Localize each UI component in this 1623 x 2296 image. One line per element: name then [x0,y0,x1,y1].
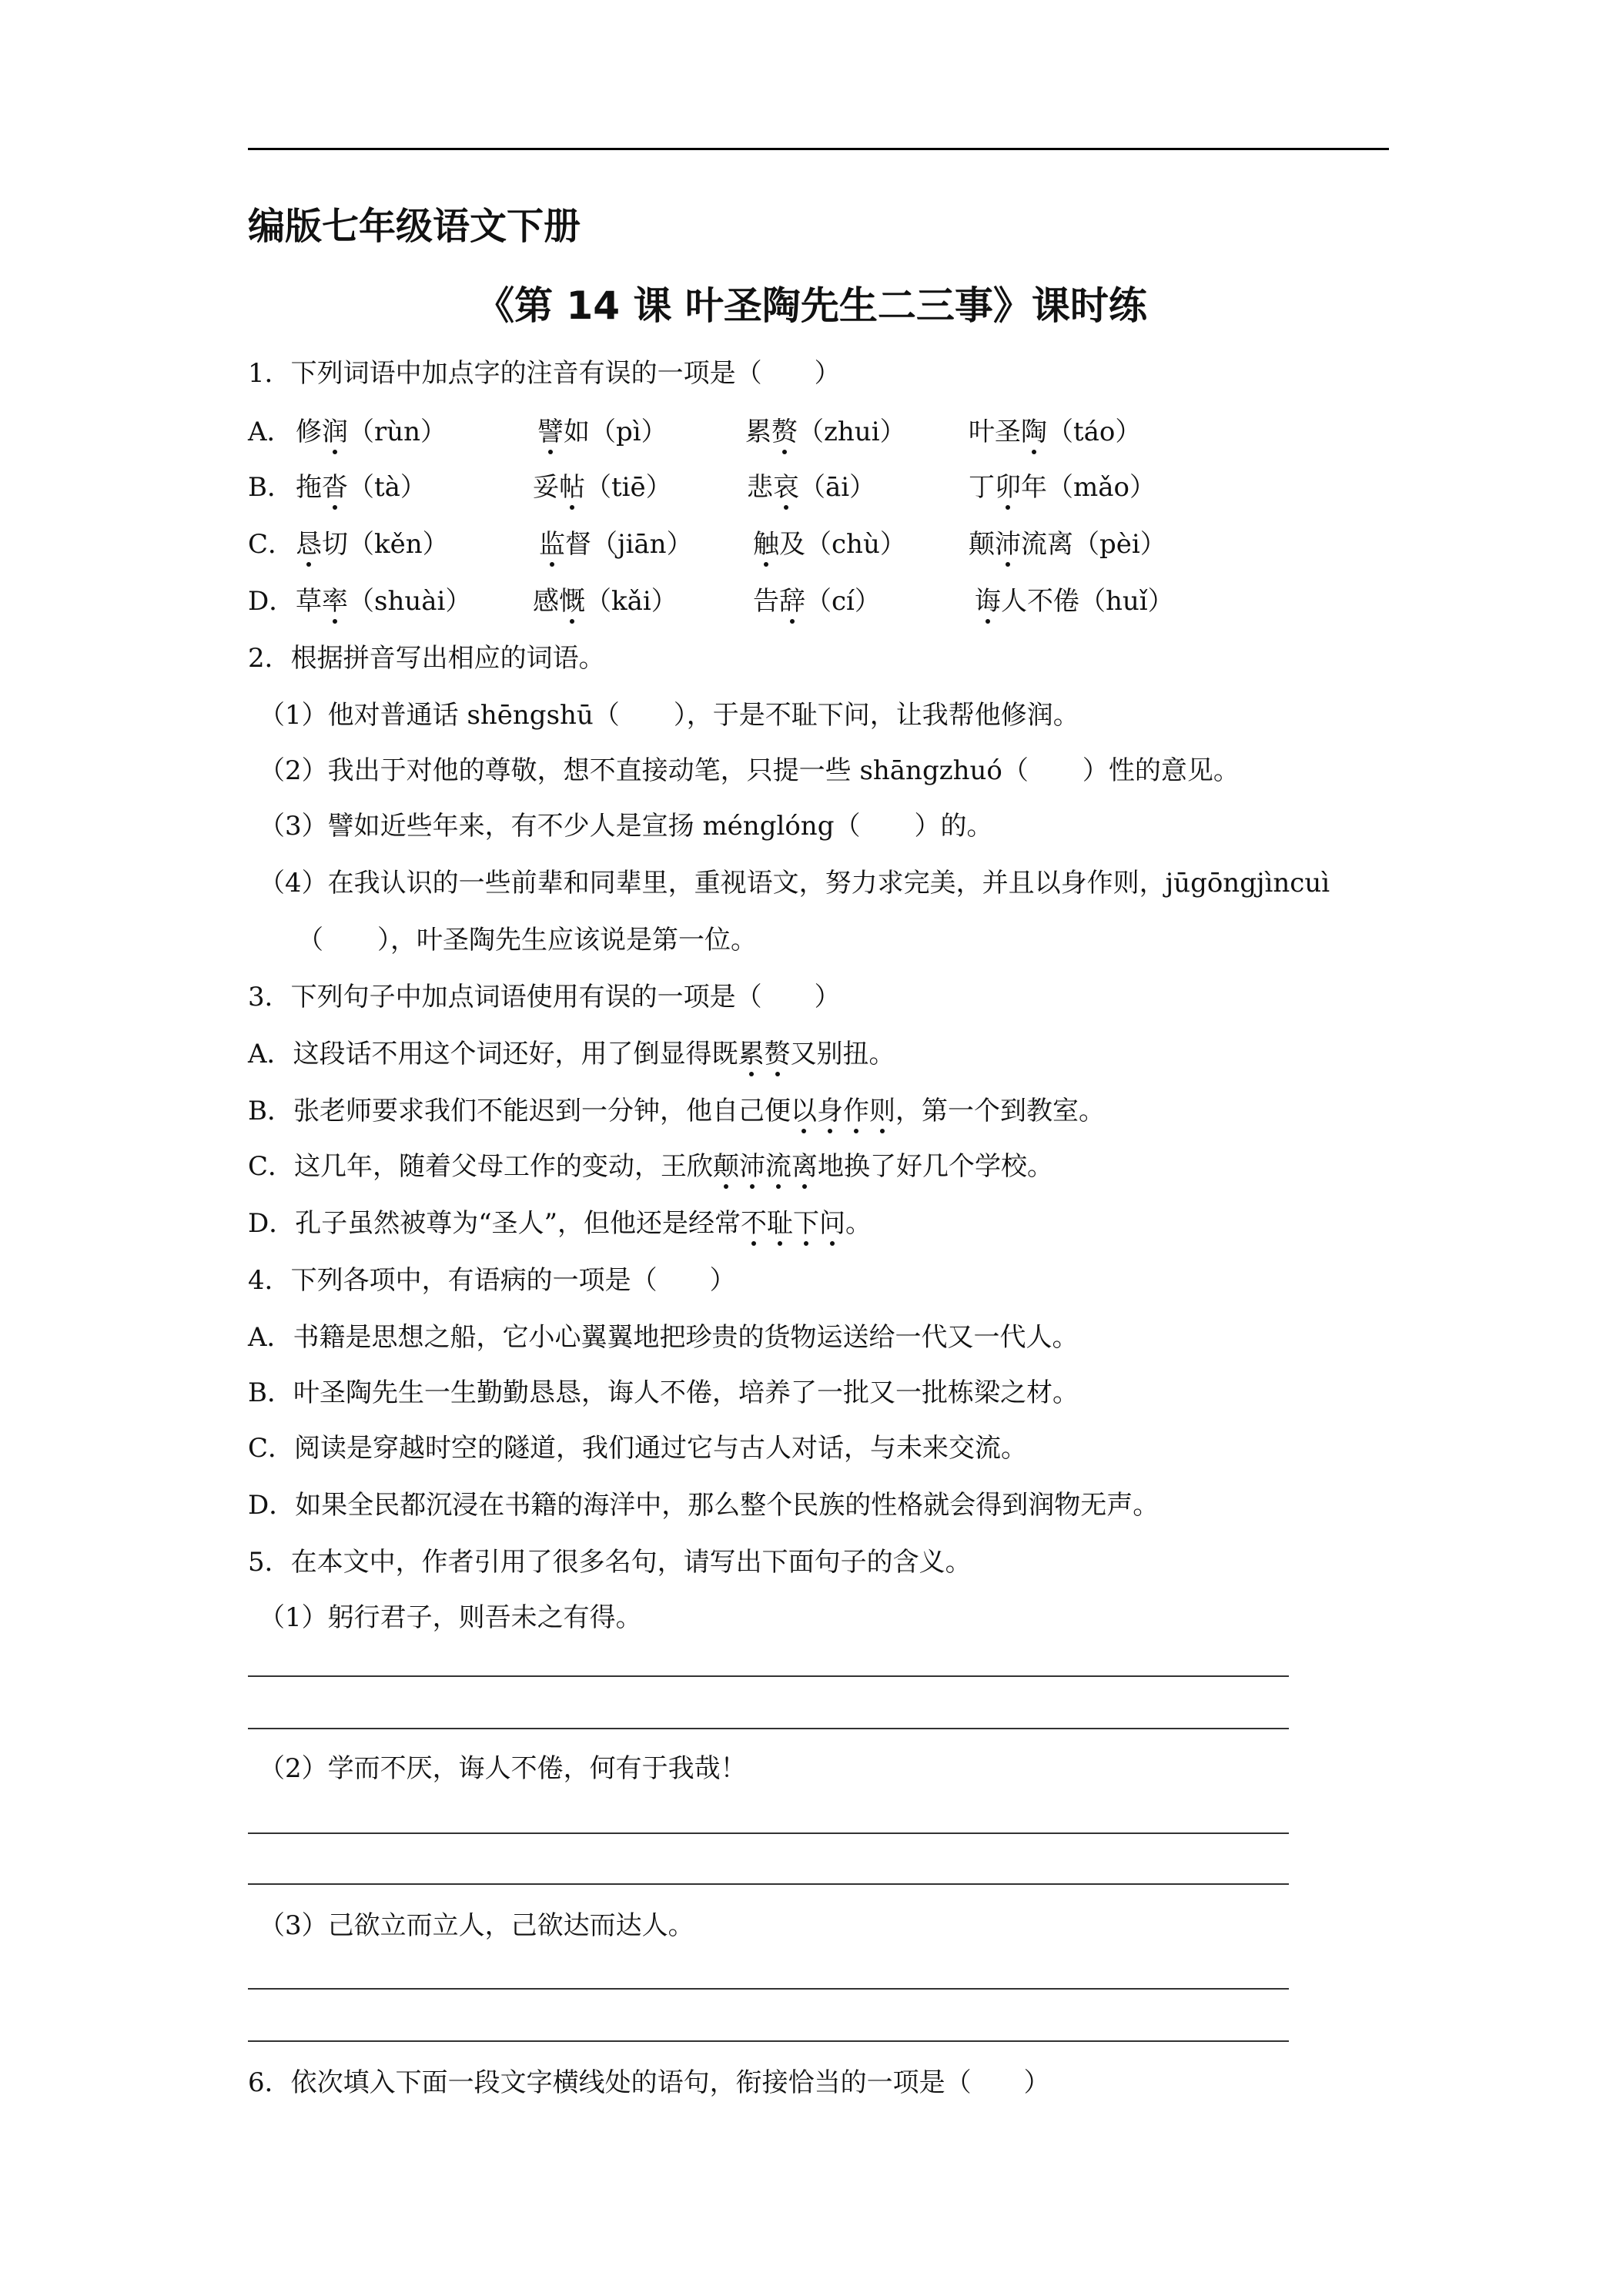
q1-stem: 1．下列词语中加点字的注音有误的一项是（ ） [248,358,841,389]
q2-sentence-3: （3）譬如近些年来，有不少人是宣扬 ménglóng（ ）的。 [259,811,993,842]
emphasized-term [741,1208,845,1239]
q1-a-item-4: 叶圣陶（táo） [969,413,1141,451]
q3-option-a: A．这段话不用这个词还好，用了倒显得既累赘又别扭。 [248,1035,895,1073]
q1-d-item-3: 告辞（cí） [753,582,881,621]
emphasized-term [713,1151,818,1182]
header-rule [248,148,1389,150]
q1-b-item-2: 妥帖（tiē） [533,468,672,507]
emphasized-term [738,1039,791,1069]
q1-a-item-3: 累赘（zhui） [745,413,906,451]
emphasis-char: 离 [791,1147,818,1186]
answer-line[interactable] [248,1988,1289,1990]
q5-sentence-1: （1）躬行君子，则吾未之有得。 [259,1602,642,1633]
q1-a-item-1: 修润（rùn） [296,413,447,451]
q4-option-c: C．阅读是穿越时空的隧道，我们通过它与古人对话，与未来交流。 [248,1433,1028,1464]
emphasis-char: 累 [738,1035,765,1073]
q3-stem: 3．下列句子中加点词语使用有误的一项是（ ） [248,982,841,1012]
emphasis-char: 耻 [767,1204,793,1243]
q1-c-item-3: 触及（chù） [753,525,906,564]
q1-c-item-2: 监督（jiān） [539,525,693,564]
q3-option-d: D．孔子虽然被尊为“圣人”，但他还是经常不耻下问。 [248,1204,872,1243]
answer-line[interactable] [248,1675,1289,1677]
emphasis-char: 问 [819,1204,845,1243]
answer-line[interactable] [248,1728,1289,1729]
q1-c-item-1: 恳切（kěn） [296,525,449,564]
answer-line[interactable] [248,1832,1289,1834]
q1-row-d-label: D． [248,586,296,617]
q1-row-c-label: C． [248,529,295,560]
q6-stem: 6．依次填入下面一段文字横线处的语句，衔接恰当的一项是（ ） [248,2067,1050,2098]
q1-b-item-3: 悲哀（āi） [747,468,875,507]
q3-option-c: C．这几年，随着父母工作的变动，王欣颠沛流离地换了好几个学校。 [248,1147,1053,1186]
q4-option-b: B．叶圣陶先生一生勤勤恳恳，诲人不倦，培养了一批又一批栋梁之材。 [248,1377,1079,1408]
q5-sentence-2: （2）学而不厌，诲人不倦，何有于我哉！ [259,1753,747,1784]
q2-sentence-1: （1）他对普通话 shēngshū（ ），于是不耻下问，让我帮他修润。 [259,700,1079,731]
q1-d-item-1: 草率（shuài） [296,582,471,621]
q5-sentence-3: （3）己欲立而立人，己欲达而达人。 [259,1910,694,1941]
q3-option-b: B．张老师要求我们不能迟到一分钟，他自己便以身作则，第一个到教室。 [248,1092,1105,1130]
emphasis-char: 以 [791,1092,817,1130]
emphasis-char: 不 [741,1204,767,1243]
emphasis-char: 流 [765,1147,791,1186]
q5-stem: 5．在本文中，作者引用了很多名句，请写出下面句子的含义。 [248,1547,972,1578]
q4-option-a: A．书籍是思想之船，它小心翼翼地把珍贵的货物运送给一代又一代人。 [248,1322,1079,1353]
answer-line[interactable] [248,1883,1289,1885]
q4-option-d: D．如果全民都沉浸在书籍的海洋中，那么整个民族的性格就会得到润物无声。 [248,1490,1160,1521]
emphasis-char: 则 [869,1092,895,1130]
emphasis-char: 身 [817,1092,843,1130]
q2-sentence-2: （2）我出于对他的尊敬，想不直接动笔，只提一些 shāngzhuó（ ）性的意见。 [259,755,1240,786]
emphasis-char: 下 [793,1204,819,1243]
q1-row-a-label: A． [248,417,293,447]
answer-line[interactable] [248,2040,1289,2042]
emphasis-char: 沛 [739,1147,765,1186]
q2-stem: 2．根据拼音写出相应的词语。 [248,643,605,674]
q1-row-b-label: B． [248,472,293,503]
edition-heading: 编版七年级语文下册 [248,205,581,248]
q1-a-item-2: 譬如（pì） [537,413,668,451]
emphasis-char: 颠 [713,1147,739,1186]
emphasis-char: 赘 [765,1035,791,1073]
lesson-title: 《第 14 课 叶圣陶先生二三事》课时练 [476,283,1147,328]
q1-c-item-4: 颠沛流离（pèi） [969,525,1166,564]
emphasis-char: 作 [843,1092,869,1130]
emphasized-term [791,1096,895,1126]
q1-d-item-2: 感慨（kǎi） [533,582,678,621]
q4-stem: 4．下列各项中，有语病的一项是（ ） [248,1265,736,1296]
q2-sentence-4-cont: （ ），叶圣陶先生应该说是第一位。 [297,925,757,956]
q2-sentence-4: （4）在我认识的一些前辈和同辈里，重视语文，努力求完美，并且以身作则，jūgōngjìncuì [259,868,1330,899]
q1-b-item-1: 拖沓（tà） [296,468,427,507]
q1-b-item-4: 丁卯年（mǎo） [969,468,1156,507]
q1-d-item-4: 诲人不倦（huǐ） [975,582,1174,621]
